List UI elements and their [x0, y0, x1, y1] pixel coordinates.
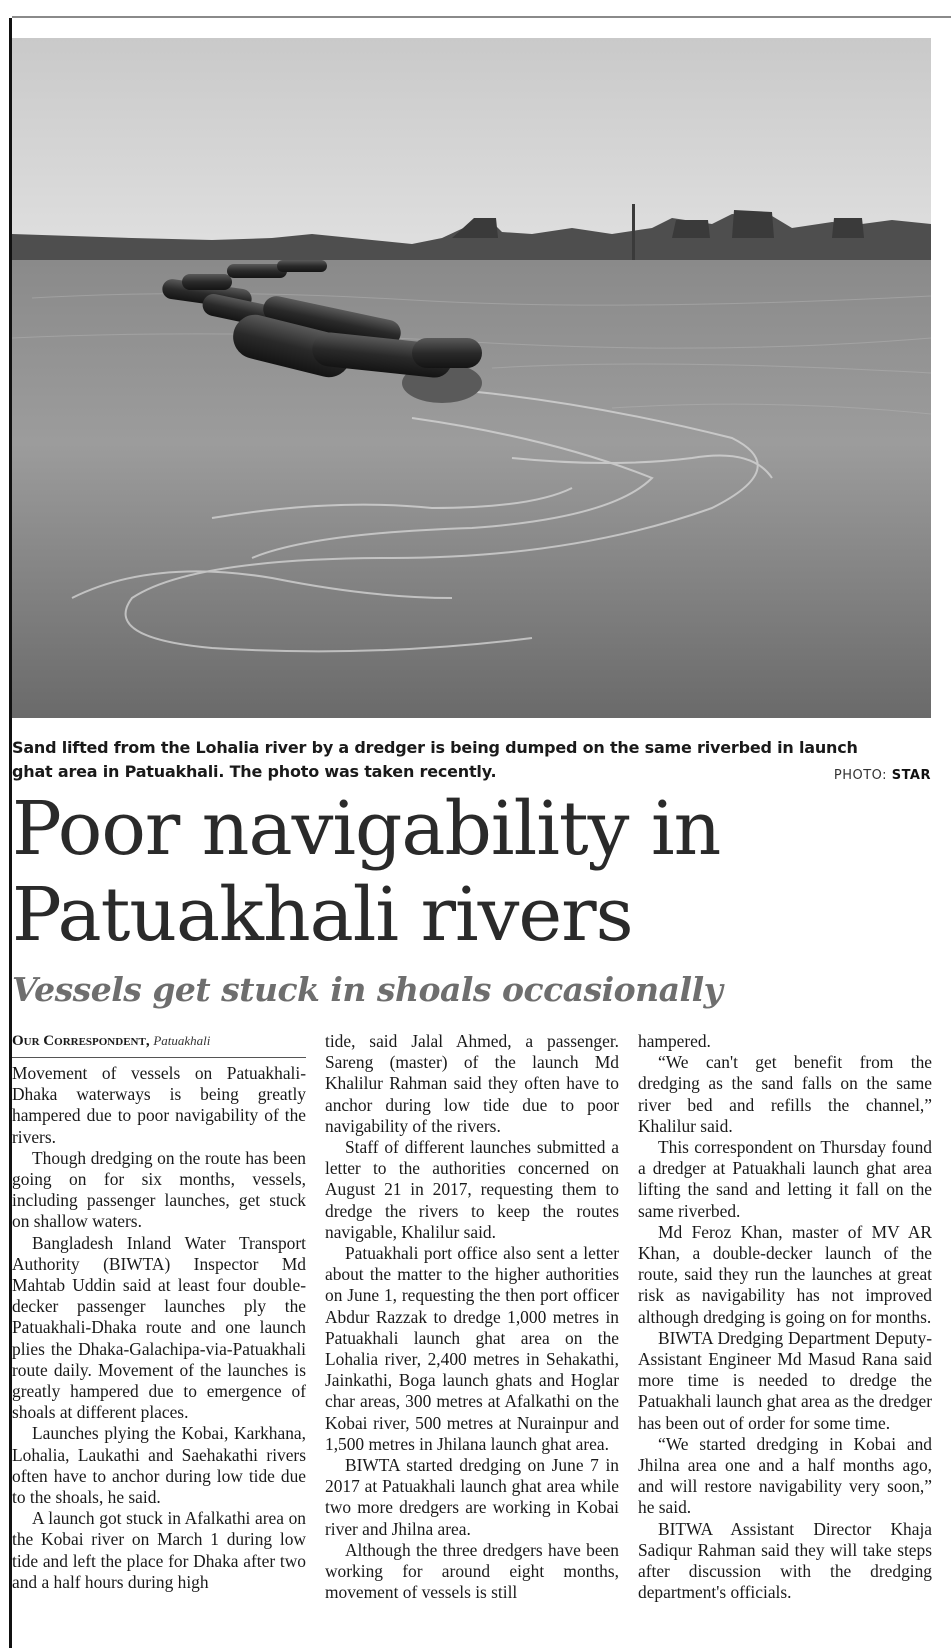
paragraph: A launch got stuck in Afalkathi area on the Kobai river on March 1 during low tide and left the place for Dhaka after two and a half hours during high [12, 1508, 306, 1592]
paragraph: tide, said Jalal Ahmed, a passenger. Sareng (master) of the launch Md Khalilur Rahman said they often have to anchor during low tide due to poor navigability of the rivers. [325, 1031, 619, 1136]
article-column-3 [638, 1031, 932, 1648]
paragraph: Md Feroz Khan, master of MV AR Khan, a double-decker launch of the route, said they run the launches at great risk as navigability has not improved although dredging is going on for months. [638, 1221, 932, 1327]
article-column-2 [325, 1031, 619, 1648]
paragraph: “We can't get benefit from the dredging as the sand falls on the same river bed and refills the channel,” Khalilur said. [638, 1052, 932, 1136]
paragraph: Launches plying the Kobai, Karkhana, Lohalia, Laukathi and Saehakathi rivers often have to anchor during low tide due to the shoals, he said. [12, 1423, 306, 1508]
photo-credit-source: STAR [891, 768, 931, 783]
paragraph: Though dredging on the route has been going on for six months, vessels, including passenger launches, get stuck on shallow waters. [12, 1147, 306, 1232]
subheadline: Vessels get stuck in shoals occasionally [12, 970, 723, 1009]
photo-credit [834, 768, 931, 783]
photo-caption: Sand lifted from the Lohalia river by a dredger is being dumped on the same riverbed in launch ghat area in Patuakhali. The photo was taken recently. [12, 738, 858, 781]
top-rule [12, 16, 951, 18]
paragraph: Movement of vessels on Patuakhali-Dhaka waterways is being greatly hampered due to poor navigability of the rivers. [12, 1063, 306, 1147]
paragraph: Although the three dredgers have been working for around eight months, movement of vessels is still [325, 1539, 619, 1603]
paragraph: Staff of different launches submitted a letter to the authorities concerned on August 21 in 2017, requesting them to dredge the rivers to keep the routes navigable, Khalilur said. [325, 1137, 619, 1242]
headline [12, 786, 942, 958]
byline [12, 1031, 306, 1058]
paragraph: “We started dredging in Kobai and Jhilna area one and a half months ago, and will restore navigability very soon,” he said. [638, 1433, 932, 1518]
byline-location: Patuakhali [153, 1033, 211, 1048]
headline-line-2: Patuakhali rivers [12, 872, 633, 958]
photo-credit-label: PHOTO: [833, 768, 888, 783]
article-column-1 [12, 1031, 306, 1648]
byline-author: Our Correspondent, [12, 1033, 150, 1049]
paragraph: BIWTA started dredging on June 7 in 2017 at Patuakhali launch ghat area while two more dredgers are working in Kobai river and Jhilna area. [325, 1455, 619, 1539]
headline-line-1: Poor navigability in [12, 786, 721, 872]
paragraph: This correspondent on Thursday found a dredger at Patuakhali launch ghat area lifting the sand and letting it fall on the same riverbed. [638, 1137, 932, 1221]
paragraph: BIWTA Dredging Department Deputy-Assistant Engineer Md Masud Rana said more time is needed to dredge the Patuakhali launch ghat area as the dredger has been out of order for some time. [638, 1327, 932, 1433]
paragraph: BITWA Assistant Director Khaja Sadiqur Rahman said they will take steps after discussion with the dredging department's officials. [638, 1518, 932, 1603]
paragraph: Bangladesh Inland Water Transport Authority (BIWTA) Inspector Md Mahtab Uddin said at least four double-decker passenger launches ply the Patuakhali-Dhaka route and one launch plies the Dhaka-Galachipa-via-Patuakhali route daily. Movement of the launches is greatly hampered due to emergence of shoals at different places. [12, 1232, 306, 1423]
paragraph: Patuakhali port office also sent a letter about the matter to the higher authorities on June 1, requesting the then port officer Abdur Razzak to dredge 1,000 metres in Patuakhali launch ghat area on the Lohalia river, 2,400 metres in Sehakathi, Jainkathi, Boga launch ghats and Hoglar char areas, 300 metres at Afalkathi on the Kobai river, 500 metres at Nurainpur and 1,500 metres in Jhilana launch ghat area. [325, 1243, 619, 1454]
news-photo [12, 38, 931, 718]
paragraph: hampered. [638, 1031, 711, 1051]
dredger-river-photo [12, 38, 931, 718]
